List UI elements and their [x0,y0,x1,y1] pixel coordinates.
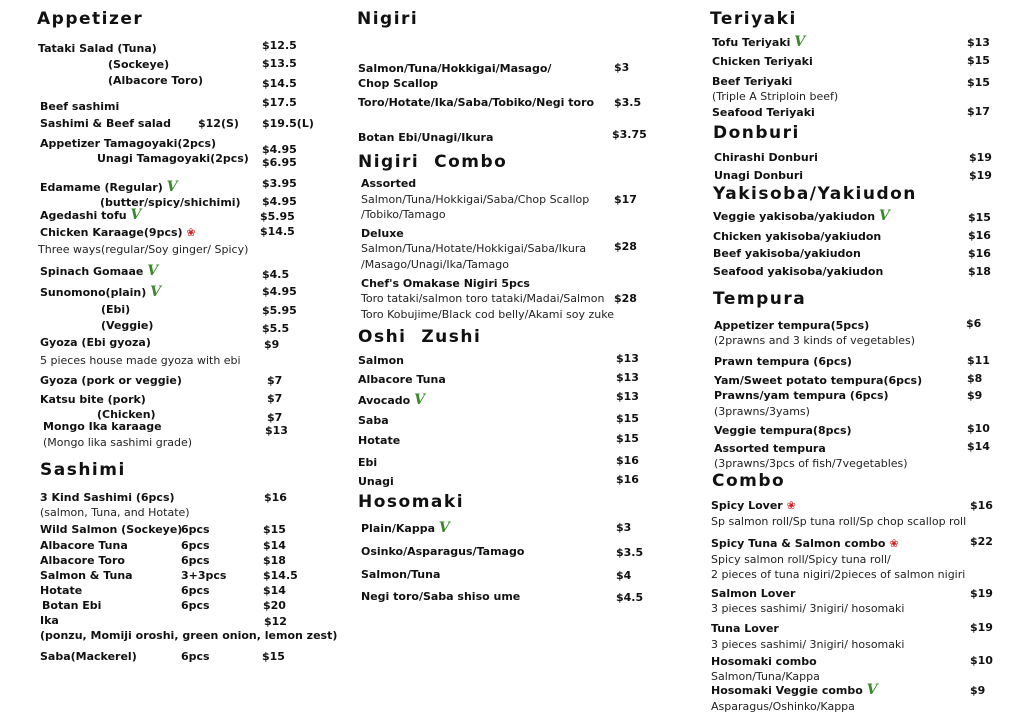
oshi-item [358,355,404,366]
sashimi-item-price: $15 [263,523,286,536]
price-edamame: $3.95 [262,177,297,190]
hosomaki-item-price: $4 [616,569,632,582]
item-edamame-flavors: (butter/spicy/shichimi) [100,196,241,209]
hosomaki-item-name: Osinko/Asparagus/Tamago [361,545,525,558]
item-hosomaki-combo: Hosomaki combo [711,655,817,668]
vegetarian-icon: V [794,34,806,50]
section-title-appetizer: Appetizer [37,9,144,29]
oshi-item [358,374,446,385]
item-tuna-lover: Tuna Lover [711,622,779,635]
item-gomaae-label: Spinach Gomaae [40,265,144,278]
oshi-item-name: Albacore Tuna [358,373,446,386]
price-sashimi-beef-small: $12(S) [198,117,239,130]
price-spicy-lover: $16 [970,499,993,512]
oshi-item [358,393,425,407]
price-tataki-salad: $12.5 [262,39,297,52]
sashimi-item-price: $18 [263,554,286,567]
desc-assorted-1: Salmon/Tuna/Hokkigai/Saba/Chop Scallop [361,193,590,206]
vegetarian-icon: V [438,520,450,536]
desc-spicy-tuna-salmon-1: Spicy salmon roll/Spicy tuna roll/ [711,553,891,566]
desc-spicy-lover: Sp salmon roll/Sp tuna roll/Sp chop scallop roll [711,515,967,528]
vegetarian-icon: V [166,179,178,195]
sashimi-item-price: $20 [263,599,286,612]
item-3-kind-sashimi: 3 Kind Sashimi (6pcs) [40,491,175,504]
section-title-yakisoba: Yakisoba/Yakiudon [713,184,917,204]
price-tuna-lover: $19 [970,621,993,634]
desc-deluxe-1: Salmon/Tuna/Hotate/Hokkigai/Saba/Ikura [361,242,587,255]
section-title-donburi: Donburi [713,123,800,143]
oshi-item-price: $13 [616,352,639,365]
oshi-item-name: Hotate [358,434,401,447]
price-3-kind-sashimi: $16 [264,491,287,504]
desc-deluxe-2: /Masago/Unagi/Ika/Tamago [361,258,510,271]
price-tataki-sockeye: $13.5 [262,57,297,70]
oshi-item-name: Saba [358,414,389,427]
sashimi-item-qty: 3+3pcs [181,569,227,582]
price-beef-sashimi: $17.5 [262,96,297,109]
desc-tuna-lover: 3 pieces sashimi/ 3nigiri/ hosomaki [711,638,905,651]
price-beef-yakisoba: $16 [968,247,991,260]
chili-icon: ❀ [889,537,899,550]
desc-3-kind-sashimi: (salmon, Tuna, and Hotate) [40,506,190,519]
hosomaki-item-name: Negi toro/Saba shiso ume [361,590,521,603]
item-chicken-karaage [40,227,196,238]
price-spicy-tuna-salmon: $22 [970,535,993,548]
item-veggie-yakisoba [713,209,890,223]
oshi-item [358,457,377,468]
price-nigiri-row3: $3.75 [612,128,647,141]
oshi-item [358,435,400,446]
desc-assorted-2: /Tobiko/Tamago [361,208,446,221]
desc-gyoza-ebi: 5 pieces house made gyoza with ebi [40,354,241,367]
vegetarian-icon: V [150,284,161,300]
desc-mongo-ika: (Mongo lika sashimi grade) [43,436,193,449]
chili-icon: ❀ [186,226,196,239]
item-spicy-lover [711,500,796,511]
item-karaage-label: Chicken Karaage(9pcs) [40,226,183,239]
price-ika: $12 [264,615,287,628]
oshi-item-price: $15 [616,412,639,425]
sashimi-item-name: Wild Salmon (Sockeye) [40,523,183,536]
item-veggie-yakisoba-label: Veggie yakisoba/yakiudon [713,210,876,223]
item-edamame [40,180,177,194]
price-veggie-tempura: $10 [967,422,990,435]
desc-hosomaki-veggie: Asparagus/Oshinko/Kappa [711,700,855,713]
desc-omakase-1: Toro tataki/salmon toro tataki/Madai/Salmon [361,292,605,305]
oshi-item-name: Salmon [358,354,404,367]
desc-prawn-yam-tempura: (3prawns/3yams) [714,405,810,418]
price-agedashi-tofu: $5.95 [260,210,295,223]
desc-chicken-karaage: Three ways(regular/Soy ginger/ Spicy) [38,243,249,256]
desc-omakase-2: Toro Kobujime/Black cod belly/Akami soy zuke [361,308,614,321]
price-hosomaki-veggie: $9 [970,684,986,697]
item-tataki-salad: Tataki Salad (Tuna) [38,42,157,55]
column-middle [340,0,690,724]
item-hosomaki-veggie [711,683,878,697]
price-seafood-yakisoba: $18 [968,265,991,278]
item-nigiri-row3: Botan Ebi/Unagi/Ikura [358,131,494,144]
item-salmon-lover: Salmon Lover [711,587,796,600]
item-edamame-label: Edamame (Regular) [40,181,163,194]
column-left [0,0,340,724]
vegetarian-icon: V [878,208,890,224]
price-nigiri-row2: $3.5 [614,96,642,109]
item-tamagoyaki: Appetizer Tamagoyaki(2pcs) [40,137,217,150]
desc-assorted-tempura: (3prawns/3pcs of fish/7vegetables) [714,457,908,470]
price-prawn-tempura: $11 [967,354,990,367]
price-sashimi-beef-large: $19.5(L) [262,117,314,130]
item-tataki-sockeye: (Sockeye) [108,58,170,71]
item-spicy-tuna-salmon [711,538,899,549]
oshi-item [358,415,389,426]
vegetarian-icon: V [414,392,425,408]
price-yam-tempura: $8 [967,372,983,385]
price-hosomaki-combo: $10 [970,654,993,667]
oshi-item-name: Avocado [358,394,411,407]
oshi-item-price: $16 [616,473,639,486]
section-title-teriyaki: Teriyaki [710,9,797,29]
price-spinach-gomaae: $4.5 [262,268,290,281]
item-chicken-teriyaki: Chicken Teriyaki [712,55,813,68]
vegetarian-icon: V [130,207,142,223]
item-gyoza-pork: Gyoza (pork or veggie) [40,374,182,387]
sashimi-item-qty: 6pcs [181,523,210,536]
oshi-item-price: $13 [616,371,639,384]
item-chirashi-donburi: Chirashi Donburi [714,151,818,164]
item-assorted: Assorted [361,177,417,190]
price-tofu-teriyaki: $13 [967,36,990,49]
hosomaki-item-price: $3 [616,521,632,534]
hosomaki-item-price: $4.5 [616,591,644,604]
qty-saba-mackerel: 6pcs [181,650,210,663]
item-assorted-tempura: Assorted tempura [714,442,826,455]
price-katsu-chicken: $7 [267,411,283,424]
item-tataki-albacore-toro: (Albacore Toro) [108,74,204,87]
item-nigiri-row2: Toro/Hotate/Ika/Saba/Tobiko/Negi toro [358,96,595,109]
sashimi-item-price: $14.5 [263,569,298,582]
hosomaki-item-name: Plain/Kappa [361,522,435,535]
item-agedashi-label: Agedashi tofu [40,209,127,222]
vegetarian-icon: V [147,263,159,279]
price-saba-mackerel: $15 [262,650,285,663]
price-gyoza-pork: $7 [267,374,283,387]
item-agedashi-tofu [40,208,141,222]
desc-spicy-tuna-salmon-2: 2 pieces of tuna nigiri/2pieces of salmon nigiri [711,568,966,581]
desc-salmon-lover: 3 pieces sashimi/ 3nigiri/ hosomaki [711,602,905,615]
section-title-sashimi: Sashimi [40,460,126,480]
section-title-combo: Combo [712,471,786,491]
item-gyoza-ebi: Gyoza (Ebi gyoza) [40,336,151,349]
price-appetizer-tempura: $6 [966,317,982,330]
price-chicken-yakisoba: $16 [968,229,991,242]
item-sashimi-beef-salad: Sashimi & Beef salad [40,117,171,130]
hosomaki-item [361,591,520,602]
desc-appetizer-tempura: (2prawns and 3 kinds of vegetables) [714,334,916,347]
item-beef-yakisoba: Beef yakisoba/yakiudon [713,247,861,260]
hosomaki-item-name: Salmon/Tuna [361,568,441,581]
oshi-item-price: $13 [616,390,639,403]
item-spinach-gomaae [40,264,158,278]
item-sunomono-veggie: (Veggie) [101,319,154,332]
price-katsu-pork: $7 [267,392,283,405]
item-unagi-tamagoyaki: Unagi Tamagoyaki(2pcs) [97,152,249,165]
section-title-hosomaki: Hosomaki [358,492,465,512]
item-omakase: Chef's Omakase Nigiri 5pcs [361,277,530,290]
price-tamagoyaki: $4.95 [262,143,297,156]
item-prawn-yam-tempura: Prawns/yam tempura (6pcs) [714,389,889,402]
oshi-item-name: Ebi [358,456,378,469]
sashimi-item-qty: 6pcs [181,584,210,597]
desc-hosomaki-combo: Salmon/Tuna/Kappa [711,670,820,683]
sashimi-item-name: Hotate [40,584,83,597]
price-unagi-donburi: $19 [969,169,992,182]
price-prawn-yam-tempura: $9 [967,389,983,402]
price-chicken-teriyaki: $15 [967,54,990,67]
price-tataki-albacore-toro: $14.5 [262,77,297,90]
price-chirashi-donburi: $19 [969,151,992,164]
item-deluxe: Deluxe [361,227,404,240]
section-title-nigiri: Nigiri [357,9,419,29]
item-hosomaki-veggie-label: Hosomaki Veggie combo [711,684,863,697]
sashimi-item-name: Albacore Tuna [40,539,128,552]
item-ika: Ika [40,614,59,627]
sashimi-item-name: Albacore Toro [40,554,125,567]
price-gyoza-ebi: $9 [264,338,280,351]
item-katsu-chicken: (Chicken) [97,408,156,421]
price-omakase: $28 [614,292,637,305]
item-appetizer-tempura: Appetizer tempura(5pcs) [714,319,870,332]
sashimi-item-qty: 6pcs [181,539,210,552]
price-assorted-tempura: $14 [967,440,990,453]
desc-beef-teriyaki: (Triple A Striploin beef) [712,90,839,103]
item-chicken-yakisoba: Chicken yakisoba/yakiudon [713,230,882,243]
price-seafood-teriyaki: $17 [967,105,990,118]
price-salmon-lover: $19 [970,587,993,600]
price-chicken-karaage: $14.5 [260,225,295,238]
chili-icon: ❀ [786,499,796,512]
hosomaki-item [361,546,524,557]
price-edamame-flavors: $4.95 [262,195,297,208]
item-sunomono [40,285,161,299]
item-sunomono-label: Sunomono(plain) [40,286,147,299]
item-yam-tempura: Yam/Sweet potato tempura(6pcs) [714,374,923,387]
item-spicy-tuna-salmon-label: Spicy Tuna & Salmon combo [711,537,886,550]
item-veggie-tempura: Veggie tempura(8pcs) [714,424,852,437]
sashimi-item-qty: 6pcs [181,554,210,567]
item-saba-mackerel: Saba(Mackerel) [40,650,137,663]
desc-ika: (ponzu, Momiji oroshi, green onion, lemon zest) [40,629,338,642]
hosomaki-item-price: $3.5 [616,546,644,559]
oshi-item-name: Unagi [358,475,394,488]
oshi-item [358,476,394,487]
price-sunomono-ebi: $5.95 [262,304,297,317]
item-seafood-teriyaki: Seafood Teriyaki [712,106,815,119]
section-title-oshi-zushi: Oshi Zushi [358,327,482,347]
sashimi-item-price: $14 [263,584,286,597]
item-beef-sashimi: Beef sashimi [40,100,120,113]
hosomaki-item [361,521,450,535]
sashimi-item-price: $14 [263,539,286,552]
column-right [690,0,1024,724]
item-sunomono-ebi: (Ebi) [101,303,131,316]
item-tofu-teriyaki [712,35,805,49]
price-mongo-ika: $13 [265,424,288,437]
price-deluxe: $28 [614,240,637,253]
item-beef-teriyaki: Beef Teriyaki [712,75,793,88]
item-prawn-tempura: Prawn tempura (6pcs) [714,355,852,368]
oshi-item-price: $15 [616,432,639,445]
sashimi-item-name: Botan Ebi [42,599,102,612]
item-mongo-ika: Mongo Ika karaage [43,420,162,433]
item-katsu-pork: Katsu bite (pork) [40,393,146,406]
price-beef-teriyaki: $15 [967,76,990,89]
price-sunomono: $4.95 [262,285,297,298]
item-seafood-yakisoba: Seafood yakisoba/yakiudon [713,265,884,278]
price-assorted: $17 [614,193,637,206]
item-spicy-lover-label: Spicy Lover [711,499,783,512]
item-unagi-donburi: Unagi Donburi [714,169,804,182]
price-veggie-yakisoba: $15 [968,211,991,224]
price-nigiri-row1: $3 [614,61,630,74]
item-nigiri-row1-b: Chop Scallop [358,77,439,90]
vegetarian-icon: V [866,682,878,698]
item-nigiri-row1: Salmon/Tuna/Hokkigai/Masago/ [358,62,552,75]
price-sunomono-veggie: $5.5 [262,322,290,335]
sashimi-item-name: Salmon & Tuna [40,569,133,582]
price-unagi-tamagoyaki: $6.95 [262,156,297,169]
section-title-nigiri-combo: Nigiri Combo [358,152,508,172]
hosomaki-item [361,569,440,580]
oshi-item-price: $16 [616,454,639,467]
item-tofu-teriyaki-label: Tofu Teriyaki [712,36,791,49]
section-title-tempura: Tempura [713,289,807,309]
sashimi-item-qty: 6pcs [181,599,210,612]
